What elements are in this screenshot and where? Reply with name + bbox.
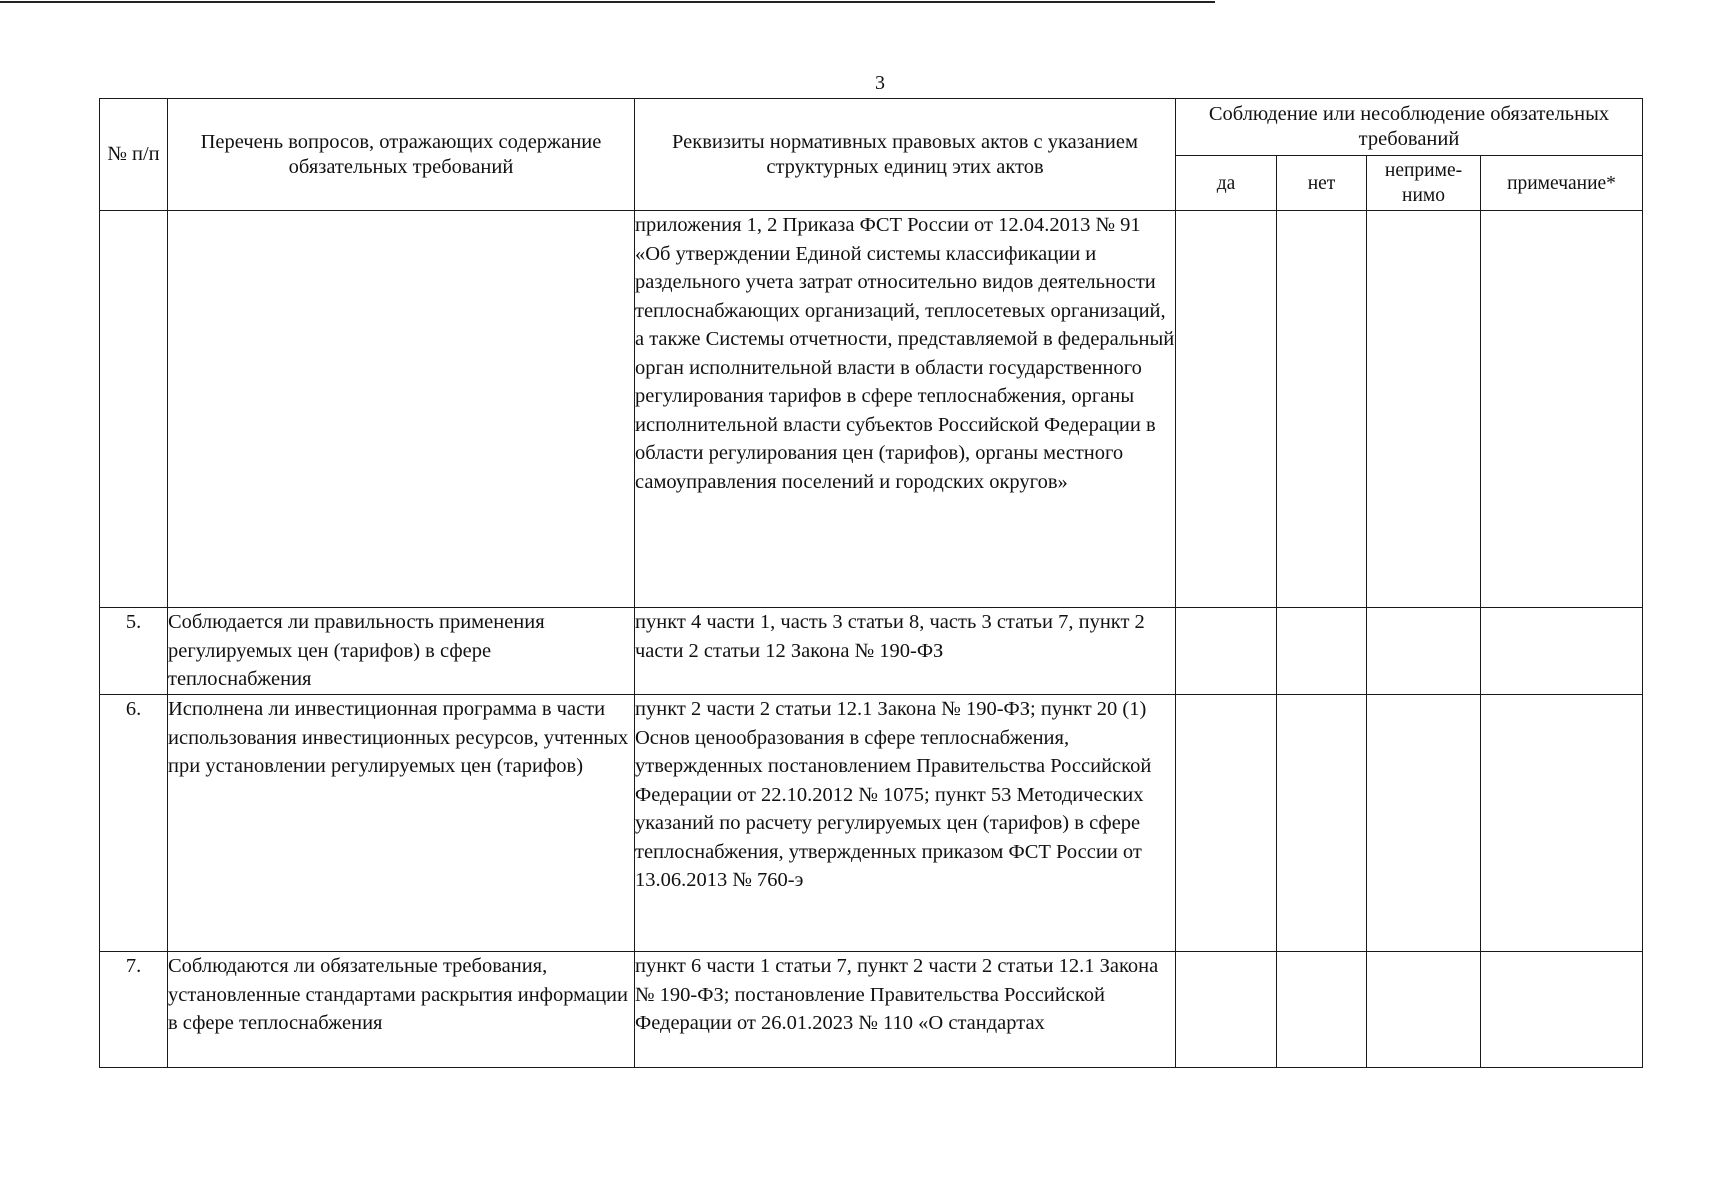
- cell-note: [1481, 695, 1643, 952]
- header-legal-acts: Реквизиты нормативных правовых актов с указанием структурных единиц этих актов: [635, 99, 1176, 211]
- cell-yes: [1176, 952, 1277, 1068]
- row-question: Соблюдаются ли обязательные требования, установленные стандартами раскрытия информации в сфере теплоснабжения: [168, 952, 635, 1068]
- row-number: 7.: [100, 952, 168, 1068]
- header-note: примечание*: [1481, 156, 1643, 211]
- cell-yes: [1176, 608, 1277, 695]
- cell-not-applicable: [1367, 211, 1481, 608]
- table-row: [100, 695, 1643, 952]
- table-row: [100, 211, 1643, 608]
- requirements-table: [99, 98, 1643, 1068]
- row-number: 6.: [100, 695, 168, 952]
- row-legal-acts: пункт 4 части 1, часть 3 статьи 8, часть 3 статьи 7, пункт 2 части 2 статьи 12 Закона № 190-ФЗ: [635, 608, 1176, 695]
- row-number: [100, 211, 168, 608]
- header-questions: Перечень вопросов, отражающих содержание обязательных требований: [168, 99, 635, 211]
- header-no: нет: [1277, 156, 1367, 211]
- row-legal-acts: приложения 1, 2 Приказа ФСТ России от 12.04.2013 № 91 «Об утверждении Единой системы классификации и раздельного учета затрат относительно видов деятельности теплоснабжающих организаций, теплосетевых организаций, а также Системы отчетности, представляемой в федеральный орган исполнительной власти в области государственного регулирования тарифов в сфере теплоснабжения, органы исполнительной власти субъектов Российской Федерации в области регулирования цен (тарифов), органы местного самоуправления поселений и городских округов»: [635, 211, 1176, 608]
- cell-no: [1277, 211, 1367, 608]
- page-number: 3: [875, 72, 885, 94]
- cell-not-applicable: [1367, 695, 1481, 952]
- cell-no: [1277, 952, 1367, 1068]
- row-question: [168, 211, 635, 608]
- cell-no: [1277, 608, 1367, 695]
- cell-not-applicable: [1367, 608, 1481, 695]
- cell-note: [1481, 608, 1643, 695]
- cell-note: [1481, 952, 1643, 1068]
- table-row: [100, 952, 1643, 1068]
- row-question: Соблюдается ли правильность применения регулируемых цен (тарифов) в сфере теплоснабжения: [168, 608, 635, 695]
- row-legal-acts: пункт 6 части 1 статьи 7, пункт 2 части 2 статьи 12.1 Закона № 190-ФЗ; постановление Правительства Российской Федерации от 26.01.2023 № 110 «О стандартах: [635, 952, 1176, 1068]
- header-not-applicable: неприме-нимо: [1367, 156, 1481, 211]
- cell-not-applicable: [1367, 952, 1481, 1068]
- header-compliance: Соблюдение или несоблюдение обязательных требований: [1176, 99, 1643, 156]
- cell-yes: [1176, 211, 1277, 608]
- cell-yes: [1176, 695, 1277, 952]
- cell-no: [1277, 695, 1367, 952]
- header-number: № п/п: [100, 99, 168, 211]
- table-row: [100, 608, 1643, 695]
- cell-note: [1481, 211, 1643, 608]
- top-rule: [0, 1, 1215, 3]
- row-question: Исполнена ли инвестиционная программа в части использования инвестиционных ресурсов, учтенных при установлении регулируемых цен (тарифов): [168, 695, 635, 952]
- row-legal-acts: пункт 2 части 2 статьи 12.1 Закона № 190-ФЗ; пункт 20 (1) Основ ценообразования в сфере теплоснабжения, утвержденных постановлением Правительства Российской Федерации от 22.10.2012 № 1075; пункт 53 Методических указаний по расчету регулируемых цен (тарифов) в сфере теплоснабжения, утвержденных приказом ФСТ России от 13.06.2013 № 760-э: [635, 695, 1176, 952]
- header-yes: да: [1176, 156, 1277, 211]
- row-number: 5.: [100, 608, 168, 695]
